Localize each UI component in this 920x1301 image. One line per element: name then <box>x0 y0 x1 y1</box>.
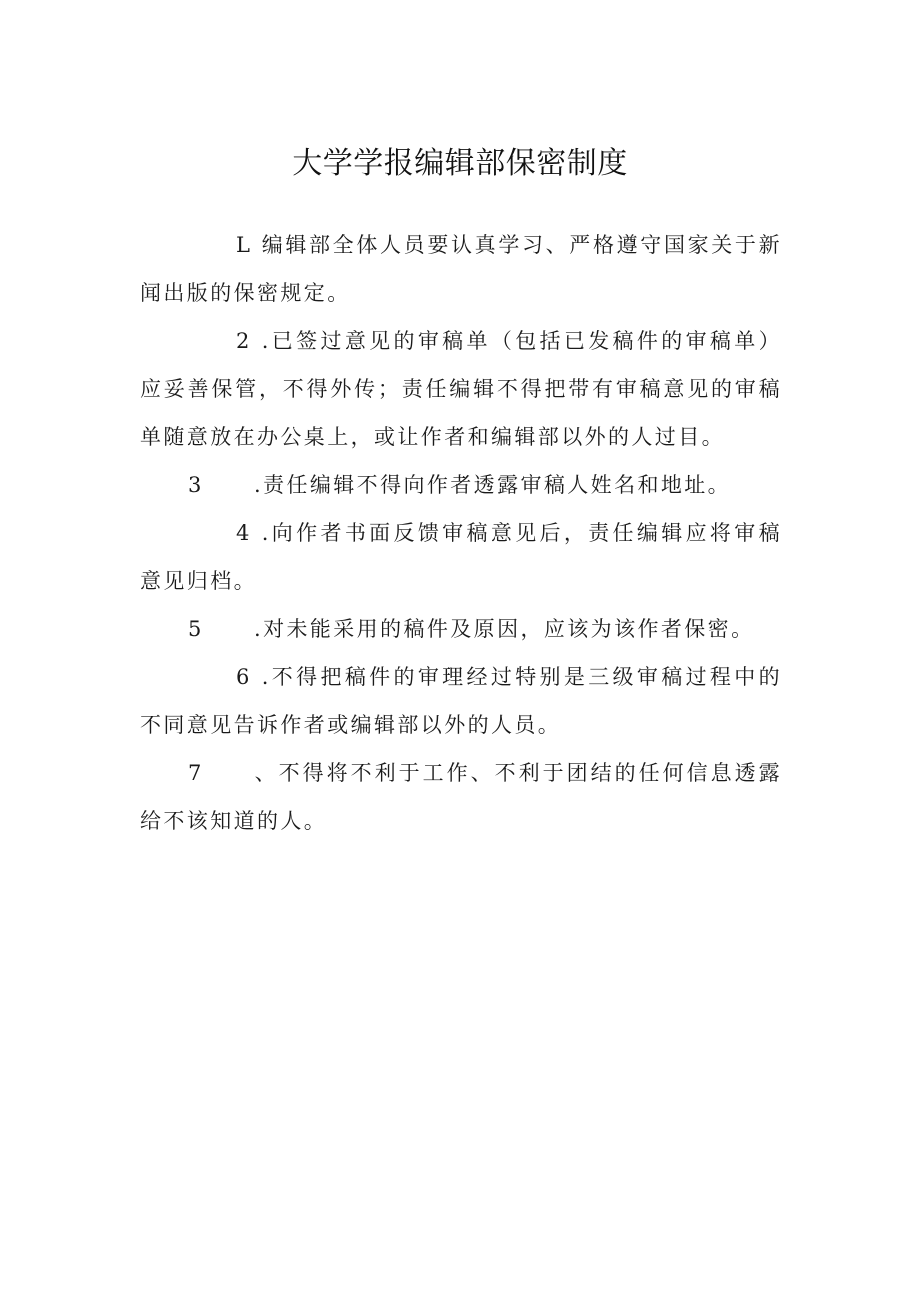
clause-text: 、不得将不利于工作、不利于团结的任何信息透露给不该知道的人。 <box>140 761 782 833</box>
clause-number: 2 <box>236 329 252 353</box>
clause-number: 7 <box>188 761 204 785</box>
clause-text: .已签过意见的审稿单（包括已发稿件的审稿单）应妥善保管，不得外传；责任编辑不得把带有审稿意见的审稿单随意放在办公桌上，或让作者和编辑部以外的人过目。 <box>140 329 782 449</box>
document-body <box>140 221 782 845</box>
clause-text: .向作者书面反馈审稿意见后，责任编辑应将审稿意见归档。 <box>140 521 782 593</box>
clause-number: 6 <box>236 665 252 689</box>
clause-number: 3 <box>188 473 204 497</box>
clause-number: 4 <box>236 521 252 545</box>
clause-text: 编辑部全体人员要认真学习、严格遵守国家关于新闻出版的保密规定。 <box>140 233 782 305</box>
clause-4 <box>140 509 782 605</box>
clause-6 <box>140 653 782 749</box>
clause-text: .对未能采用的稿件及原因，应该为该作者保密。 <box>254 617 755 641</box>
clause-text: .责任编辑不得向作者透露审稿人姓名和地址。 <box>254 473 732 497</box>
document-title: 大学学报编辑部保密制度 <box>292 146 628 181</box>
clause-7 <box>140 749 782 845</box>
clause-number: L <box>236 233 253 257</box>
clause-2 <box>140 317 782 461</box>
clause-text: .不得把稿件的审理经过特别是三级审稿过程中的不同意见告诉作者或编辑部以外的人员。 <box>140 665 782 737</box>
clause-1 <box>140 221 782 317</box>
clause-number: 5 <box>188 617 204 641</box>
clause-5 <box>140 605 782 653</box>
clause-3 <box>140 461 782 509</box>
